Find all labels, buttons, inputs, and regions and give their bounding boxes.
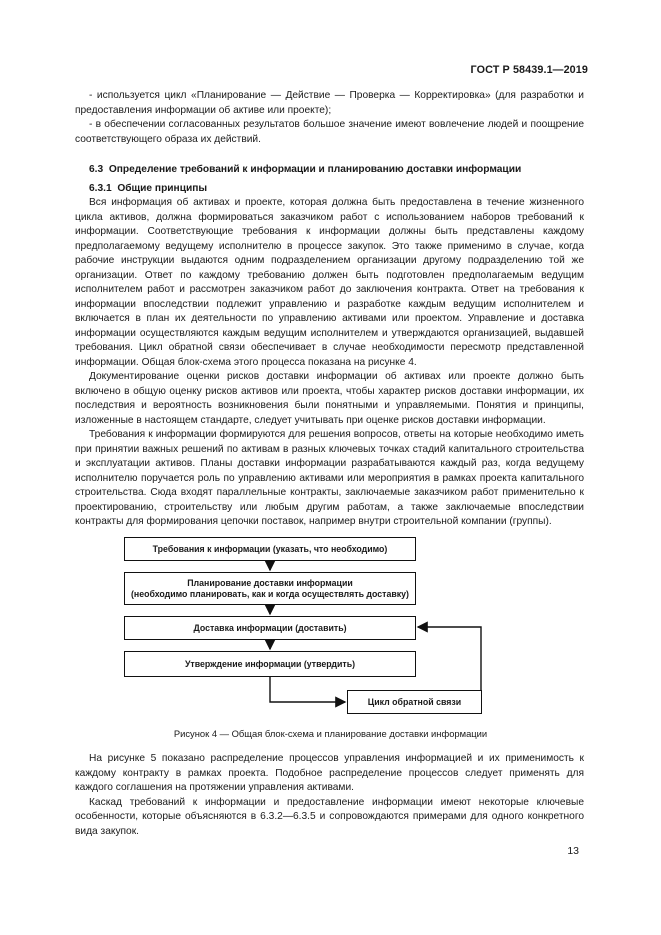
subsection-title: Общие принципы bbox=[117, 182, 208, 194]
flow-step-requirements: Требования к информации (указать, что необходимо) bbox=[124, 537, 416, 561]
flowchart bbox=[124, 537, 489, 717]
flow-step-planning bbox=[124, 572, 416, 605]
section-number: 6.3 bbox=[89, 164, 104, 175]
flow-step-planning-note: (необходимо планировать, как и когда осуществлять доставку) bbox=[131, 588, 409, 599]
body-paragraph-2: Документирование оценки рисков доставки информации об активах или проекте должно быть включено в общую оценку рисков активов или проекта, чтобы характер рисков доставки информации, их последствия и вероятность возникновения были понятными и управляемыми. Понятия и принципы, изложенные в настоящем стандарте, следует учитывать при оценке рисков доставки информации. bbox=[75, 371, 584, 426]
flow-feedback-loop: Цикл обратной связи bbox=[347, 690, 482, 714]
body-paragraph-3: Требования к информации формируются для решения вопросов, ответы на которые необходимо иметь при принятии важных решений по активам в разных ключевых точках стадий капитального строительства и эксплуатации активов. Планы доставки информации разрабатываются каждый раз, когда ведущему исполнителю поручается роль по управлению активами или мероприятия в рамках проекта капитального строительства. Сюда входят параллельные контракты, заключаемые заказчиком работ применительно к проектированию, строительству или любым другим работам, а также заключаемые впоследствии контракты для формирования цепочки поставок, например внутри строительной компании (группы). bbox=[75, 429, 584, 527]
standard-code: ГОСТ Р 58439.1—2019 bbox=[470, 64, 588, 76]
section-heading bbox=[75, 163, 584, 178]
flow-step-delivery: Доставка информации (доставить) bbox=[124, 616, 416, 640]
flow-step-planning-title: Планирование доставки информации bbox=[187, 578, 353, 588]
figure-caption: Рисунок 4 — Общая блок-схема и планирование доставки информации bbox=[173, 728, 488, 739]
subsection-heading bbox=[75, 182, 584, 197]
closing-paragraph-1: На рисунке 5 показано распределение процессов управления информацией и их применимость к каждому контракту в рамках проекта. Подобное распределение процессов следует применять для каждого соглашения на протяжении управления активами. bbox=[75, 753, 584, 793]
subsection-number: 6.3.1 bbox=[89, 182, 112, 194]
page-number: 13 bbox=[567, 845, 579, 857]
intro-item-1: - используется цикл «Планирование — Действие — Проверка — Корректировка» (для разработки и предоставления информации об активе или проекте); bbox=[75, 90, 584, 116]
body-paragraph-1: Вся информация об активах и проекте, которая должна быть предоставлена в течение жизненного цикла активов, должна формироваться заказчиком работ с использованием наборов требований к информации. Соответствующие требования к информации должны быть представлены каждому предполагаемому ведущему исполнителю в процессе закупок. Это также применимо в случае, когда рабочие инструкции выдаются одним подразделением организации другому подразделению той же организации. Ответ по каждому требованию должен быть подготовлен предполагаемым ведущим исполнителем работ и рассмотрен заказчиком работ до заключения контракта. Ответ на требования к информации впоследствии подлежит управлению и разработке каждым ведущим исполнителем и включается в план их деятельности по управлению активами или проектом. Управление и доставка информации осуществляются каждым ведущим исполнителем и утверждаются организацией, выдавшей требования. Цикл обратной связи обеспечивает в случае необходимости пересмотр представленной информации. Общая блок-схема этого процесса показана на рисунке 4. bbox=[75, 197, 584, 368]
closing-paragraph-2: Каскад требований к информации и предоставление информации имеют некоторые ключевые особенности, которые объясняются в 6.3.2—6.3.5 и сопровождаются примерами для одного конкретного вида закупок. bbox=[75, 796, 584, 837]
section-title: Определение требований к информации и планированию доставки информации bbox=[108, 164, 522, 175]
document-body bbox=[75, 89, 584, 530]
arrow-step4-to-feedback bbox=[270, 677, 345, 702]
intro-item-2: - в обеспечении согласованных результатов большое значение имеют вовлечение людей и поощрение соответствующего образа их действий. bbox=[75, 119, 584, 145]
flow-step-approval: Утверждение информации (утвердить) bbox=[124, 651, 416, 677]
document-body-closing bbox=[75, 752, 584, 839]
